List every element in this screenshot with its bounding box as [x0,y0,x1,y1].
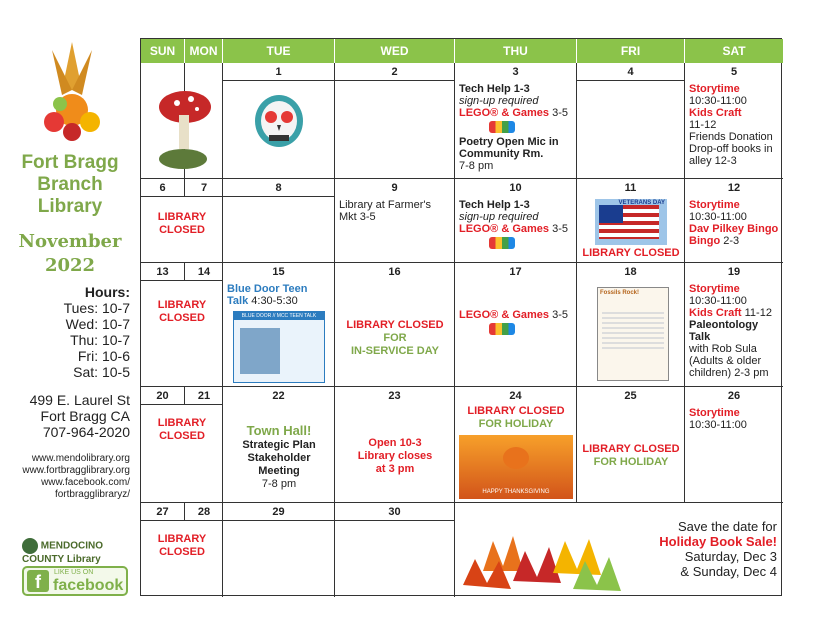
cell-fri-4: 4 [577,63,685,179]
cell-wed-9: 9 Library at Farmer's Mkt 3-5 [335,179,455,263]
cell-tue-15: 15 Blue Door Teen Talk 4:30-5:30 BLUE DOOR // MCC TEEN TALK [223,263,335,387]
cell-fri-18: 18 Fossils Rock! [577,263,685,387]
web-links[interactable]: www.mendolibrary.org www.fortbragglibrary.org www.facebook.com/ fortbragglibraryz/ [22,453,130,500]
hours-list: Hours: Tues: 10-7 Wed: 10-7 Thu: 10-7 Fri: 10-6 Sat: 10-5 [63,284,130,380]
calendar-grid [140,38,782,596]
mushroom-image [141,79,223,179]
mendocino-library-logo: MENDOCINO COUNTY Library [22,538,132,560]
cell-wed-23: 23 Open 10-3 Library closes at 3 pm [335,387,455,503]
cell-sat-26: 26 Storytime 10:30-11:00 [685,387,783,503]
cell-fri-25: 25 LIBRARY CLOSED FOR HOLIDAY [577,387,685,503]
cell-sun-mon-20-21: 20 21 LIBRARY CLOSED [141,387,223,503]
harvest-cornucopia-icon [32,40,112,150]
lego-icon [489,237,515,249]
veterans-day-flag-image: VETERANS DAY [595,199,667,245]
cell-sat-5: 5 Storytime 10:30-11:00 Kids Craft 11-12 Friends Donation Drop-off books in alley 12-3 [685,63,783,179]
day-header-thu: THU [455,39,577,63]
cell-tue-1: 1 [223,63,335,179]
cell-wed-30: 30 [335,503,455,597]
fossils-poster: Fossils Rock! [597,287,669,381]
sugar-skull-icon [251,91,307,159]
branch-name: Fort Bragg Branch Library [21,152,119,217]
sidebar [0,0,138,634]
cell-thu-10: 10 Tech Help 1-3 sign-up required LEGO® & Games 3-5 [455,179,577,263]
cell-thu-17: 17 LEGO® & Games 3-5 [455,263,577,387]
month-title: November 2022 [18,231,122,276]
day-header-fri: FRI [577,39,685,63]
door-photo-icon [240,328,280,374]
day-header-sat: SAT [685,39,783,63]
cell-wed-16: 16 LIBRARY CLOSED FOR IN-SERVICE DAY [335,263,455,387]
cell-thu-3: 3 Tech Help 1-3 sign-up required LEGO® & Games 3-5 Poetry Open Mic in Community Rm. 7-8 pm [455,63,577,179]
cell-sat-19: 19 Storytime 10:30-11:00 Kids Craft 11-12 Paleontology Talk with Rob Sula (Adults & older children) 2-3 pm [685,263,783,387]
day-header-tue: TUE [223,39,335,63]
cell-sun-mon-13-14: 13 14 LIBRARY CLOSED [141,263,223,387]
facebook-like-button[interactable]: f LIKE US ON facebook [22,566,128,596]
lego-icon [489,323,515,335]
cell-tue-22: 22 Town Hall! Strategic Plan Stakeholder Meeting 7-8 pm [223,387,335,503]
cell-sun-mon-6-7: 6 7 LIBRARY CLOSED [141,179,223,263]
address: 499 E. Laurel St Fort Bragg CA 707-964-2020 [29,392,130,440]
cell-tue-29: 29 [223,503,335,597]
mushroom-icon [141,79,223,179]
day-header-wed: WED [335,39,455,63]
holiday-book-sale-box: Save the date for Holiday Book Sale! Saturday, Dec 3 & Sunday, Dec 4 [455,503,783,597]
teen-talk-poster: BLUE DOOR // MCC TEEN TALK [233,311,325,383]
lego-icon [489,121,515,133]
cell-sun-mon-27-28: 27 28 LIBRARY CLOSED [141,503,223,597]
day-header-mon: MON [185,39,223,63]
cell-sat-12: 12 Storytime 10:30-11:00 Dav Pilkey Bingo Bingo 2-3 [685,179,783,263]
autumn-leaves-icon [463,511,623,591]
thanksgiving-card: HAPPY THANKSGIVING [459,435,573,499]
cell-fri-11: 11 VETERANS DAY LIBRARY CLOSED [577,179,685,263]
cell-wed-2: 2 [335,63,455,179]
cell-thu-24: 24 LIBRARY CLOSED FOR HOLIDAY HAPPY THANKSGIVING [455,387,577,503]
pumpkin-icon [503,447,529,469]
facebook-icon: f [27,570,49,592]
cell-tue-8: 8 [223,179,335,263]
day-header-sun: SUN [141,39,185,63]
